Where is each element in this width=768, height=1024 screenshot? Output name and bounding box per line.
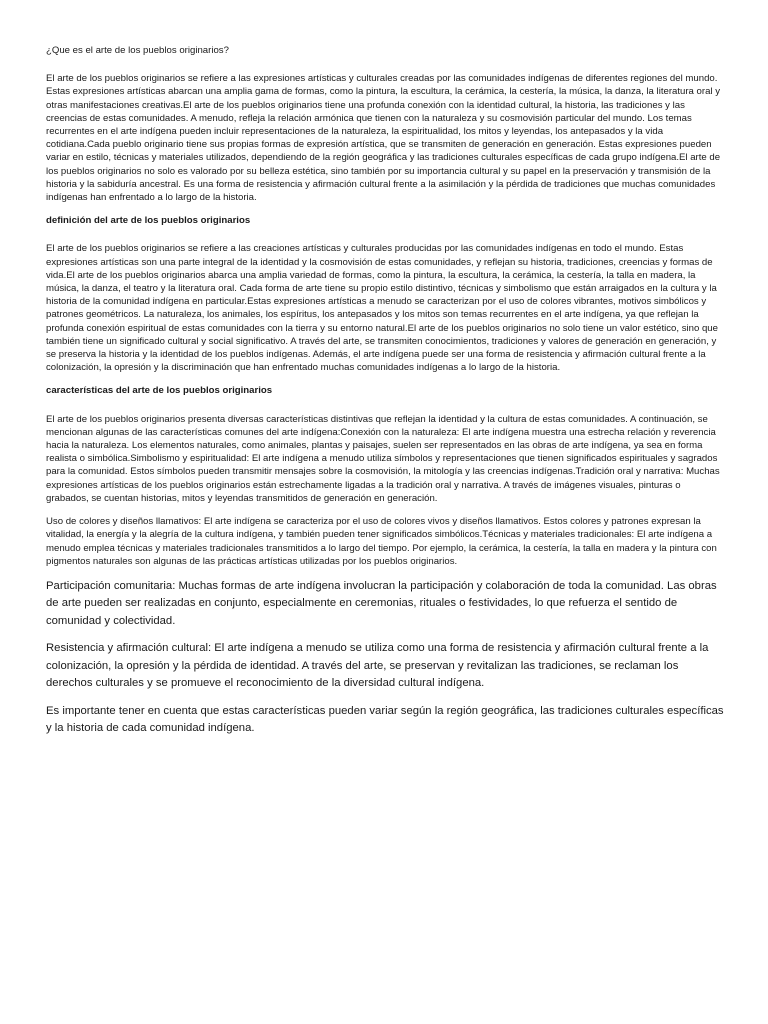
- definition-paragraph: El arte de los pueblos originarios se refiere a las creaciones artísticas y culturales producidas por las comunidades indígenas en todo el mundo. Estas expresiones artísticas son una parte integral de la identidad y la cosmovisión de estas comunidades, y reflejan su historia, tradiciones, creencias y formas de vida.El arte de los pueblos originarios abarca una amplia variedad de formas, como la pintura, la escultura, la cerámica, la cestería, la talla en madera, la música, la danza, el teatro y la literatura oral. Cada forma de arte tiene su propio estilo distintivo, técnicas y simbolismo que están arraigados en la cultura y la historia de la comunidad indígena en particular.Estas expresiones artísticas a menudo se caracterizan por el uso de colores vibrantes, motivos simbólicos y patrones geométricos. La naturaleza, los animales, los espíritus, los antepasados y los mitos son temas recurrentes en el arte indígena, ya que reflejan la profunda conexión espiritual de estas comunidades con la tierra y su entorno natural.El arte de los pueblos originarios no solo tiene un valor estético, sino que también tiene un significado cultural y social significativo. A través del arte, se transmiten conocimientos, tradiciones y valores de generación en generación, y se preserva la historia y la identidad de los pueblos indígenas. Además, el arte indígena puede ser una forma de resistencia y afirmación cultural frente a la colonización, la opresión y la discriminación que han enfrentado muchas comunidades indígenas a lo largo de la historia.: [46, 243, 718, 374]
- characteristics-paragraph-1: El arte de los pueblos originarios presenta diversas características distintivas que reflejan la identidad y la cultura de estas comunidades. A continuación, se mencionan algunas de las características comunes del arte indígena:Conexión con la naturaleza: El arte indígena muestra una estrecha relación y reverencia hacia la naturaleza. Los elementos naturales, como animales, plantas y paisajes, suelen ser representados en las obras de arte indígena, ya sea en forma realista o simbólica.Simbolismo y espiritualidad: El arte indígena a menudo utiliza símbolos y representaciones que tienen significados espirituales y sagrados para la comunidad. Estos símbolos pueden transmitir mensajes sobre la cosmovisión, la mitología y las creencias indígenas.Tradición oral y narrativa: Muchas expresiones artísticas de los pueblos originarios están estrechamente ligadas a la tradición oral y narrativa. A través de imágenes visuales, pinturas o grabados, se cuentan historias, mitos y leyendas transmitidos de generación en generación.: [46, 413, 720, 504]
- document-body: [46, 44, 724, 738]
- characteristics-paragraph-2: Uso de colores y diseños llamativos: El arte indígena se caracteriza por el uso de colores vivos y diseños llamativos. Estos colores y patrones expresan la vitalidad, la energía y la alegría de la cultura indígena, y también pueden tener significados simbólicos.Técnicas y materiales tradicionales: El arte indígena a menudo emplea técnicas y materiales tradicionales transmitidos a lo largo del tiempo. Por ejemplo, la cerámica, la cestería, la talla en madera y la pintura con pigmentos naturales son algunas de las prácticas artísticas utilizadas por los pueblos originarios.: [46, 516, 717, 567]
- closing-paragraph: Es importante tener en cuenta que estas características pueden variar según la región geográfica, las tradiciones culturales específicas y la historia de cada comunidad indígena.: [46, 704, 724, 735]
- resistance-paragraph: Resistencia y afirmación cultural: El arte indígena a menudo se utiliza como una forma de resistencia y afirmación cultural frente a la colonización, la opresión y la pérdida de identidad. A través del arte, se preservan y revitalizan las tradiciones, se reclaman los derechos culturales y se promueve el reconocimiento de la diversidad cultural indígena.: [46, 642, 709, 690]
- intro-paragraph: El arte de los pueblos originarios se refiere a las expresiones artísticas y culturales creadas por las comunidades indígenas de diferentes regiones del mundo. Estas expresiones artísticas abarcan una amplia gama de formas, como la pintura, la escultura, la cerámica, la cestería, la música, la danza, la literatura oral y otras manifestaciones creativas.El arte de los pueblos originarios tiene una profunda conexión con la identidad cultural, la historia, las tradiciones y las creencias de estas comunidades. A menudo, refleja la relación armónica que tienen con la naturaleza y su cosmovisión particular del mundo. Los temas recurrentes en el arte indígena pueden incluir representaciones de la naturaleza, la espiritualidad, los mitos y leyendas, los antepasados y la vida cotidiana.Cada pueblo originario tiene sus propias formas de expresión artística, que se transmiten de generación en generación. Estas expresiones pueden variar en estilo, técnicas y materiales utilizados, dependiendo de la región geográfica y las tradiciones culturales específicas de cada grupo indígena.El arte de los pueblos originarios no solo es valorado por su belleza estética, sino también por su importancia cultural y su papel en la preservación y transmisión de la historia y la sabiduría ancestral. Es una forma de resistencia y afirmación cultural frente a la asimilación y la pérdida de tradiciones que muchas comunidades indígenas han enfrentado a lo largo de la historia.: [46, 73, 721, 204]
- document-title: ¿Que es el arte de los pueblos originarios?: [46, 45, 229, 56]
- section-heading-characteristics: características del arte de los pueblos originarios: [46, 385, 273, 397]
- participation-paragraph: Participación comunitaria: Muchas formas de arte indígena involucran la participación y colaboración de toda la comunidad. Las obras de arte pueden ser realizadas en conjunto, especialmente en ceremonias, rituales o festividades, lo que refuerza el sentido de comunidad y colectividad.: [46, 579, 717, 627]
- section-heading-definition: definición del arte de los pueblos originarios: [46, 215, 251, 227]
